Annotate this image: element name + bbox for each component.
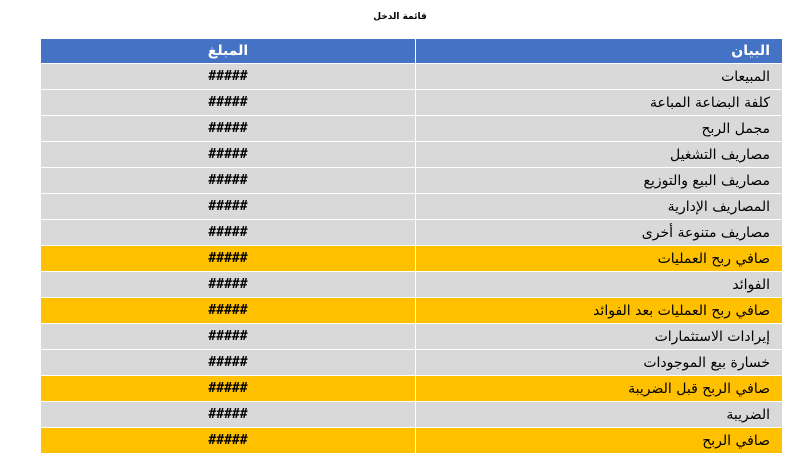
row-label-cell[interactable]: صافي الربح قبل الضريبة <box>416 376 783 402</box>
row-label-cell[interactable]: المصاريف الإدارية <box>416 194 783 220</box>
row-amount-cell[interactable]: ##### <box>41 64 416 90</box>
table-header-row <box>41 39 783 64</box>
table-row <box>41 350 783 376</box>
row-label-cell[interactable]: خسارة بيع الموجودات <box>416 350 783 376</box>
row-amount-cell[interactable]: ##### <box>41 324 416 350</box>
table-row <box>41 194 783 220</box>
income-statement-table <box>40 38 783 454</box>
sheet-title: قائمة الدخل <box>373 12 427 22</box>
row-label-cell[interactable]: المبيعات <box>416 64 783 90</box>
row-amount-cell[interactable]: ##### <box>41 194 416 220</box>
table-row-highlighted <box>41 246 783 272</box>
table-row <box>41 64 783 90</box>
row-amount-cell[interactable]: ##### <box>41 402 416 428</box>
row-label-cell[interactable]: مصاريف البيع والتوزيع <box>416 168 783 194</box>
table-row-highlighted <box>41 298 783 324</box>
row-label-cell[interactable]: صافي الربح <box>416 428 783 454</box>
row-amount-cell[interactable]: ##### <box>41 272 416 298</box>
row-label-cell[interactable]: الضريبة <box>416 402 783 428</box>
row-amount-cell[interactable]: ##### <box>41 168 416 194</box>
table-row <box>41 272 783 298</box>
table-row <box>41 220 783 246</box>
table-row <box>41 402 783 428</box>
row-amount-cell[interactable]: ##### <box>41 142 416 168</box>
table-row <box>41 116 783 142</box>
row-amount-cell[interactable]: ##### <box>41 376 416 402</box>
row-amount-cell[interactable]: ##### <box>41 298 416 324</box>
row-amount-cell[interactable]: ##### <box>41 246 416 272</box>
row-amount-cell[interactable]: ##### <box>41 350 416 376</box>
row-amount-cell[interactable]: ##### <box>41 90 416 116</box>
row-amount-cell[interactable]: ##### <box>41 220 416 246</box>
description-column-header[interactable]: البيان <box>416 39 783 64</box>
table-row <box>41 90 783 116</box>
row-label-cell[interactable]: كلفة البضاعة المباعة <box>416 90 783 116</box>
row-label-cell[interactable]: مجمل الربح <box>416 116 783 142</box>
row-label-cell[interactable]: إيرادات الاستثمارات <box>416 324 783 350</box>
row-label-cell[interactable]: الفوائد <box>416 272 783 298</box>
row-label-cell[interactable]: مصاريف متنوعة أخرى <box>416 220 783 246</box>
table-row-highlighted <box>41 376 783 402</box>
table-row <box>41 324 783 350</box>
table-row-highlighted <box>41 428 783 454</box>
table-body <box>41 64 783 454</box>
row-label-cell[interactable]: مصاريف التشغيل <box>416 142 783 168</box>
row-label-cell[interactable]: صافي ربح العمليات <box>416 246 783 272</box>
row-amount-cell[interactable]: ##### <box>41 116 416 142</box>
row-amount-cell[interactable]: ##### <box>41 428 416 454</box>
amount-column-header[interactable]: المبلغ <box>41 39 416 64</box>
row-label-cell[interactable]: صافي ربح العمليات بعد الفوائد <box>416 298 783 324</box>
table-row <box>41 168 783 194</box>
table-row <box>41 142 783 168</box>
